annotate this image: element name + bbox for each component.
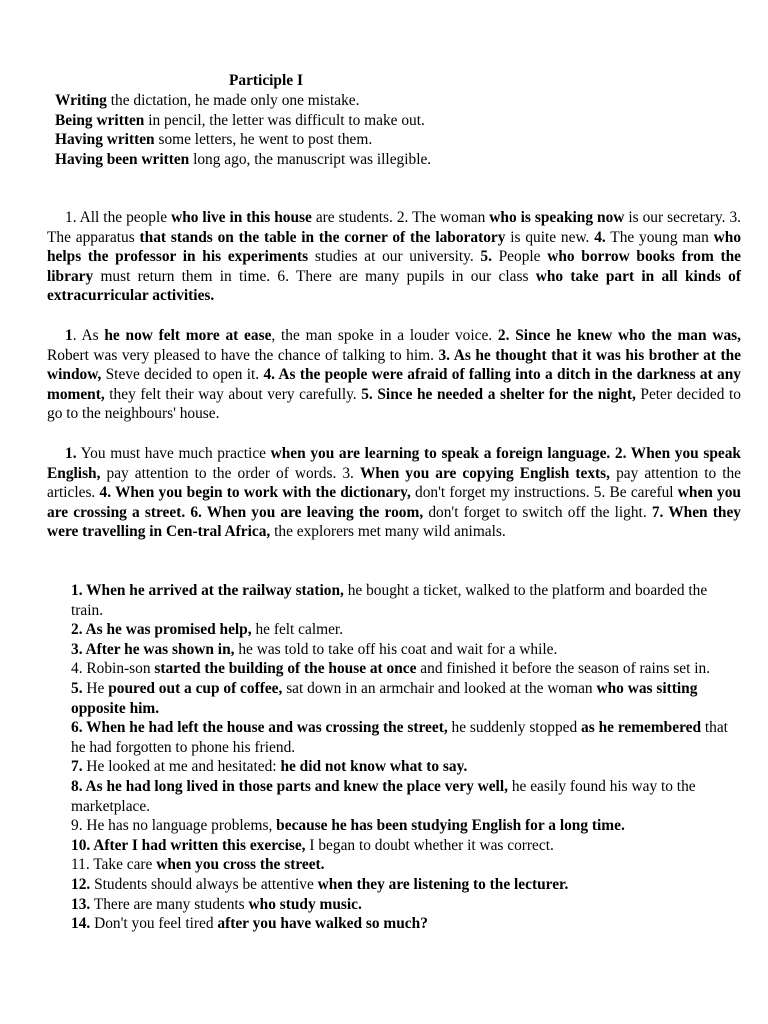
bold-phrase: when you are crossing a street. 6. When you are leaving the room, <box>47 484 741 521</box>
bold-phrase: he now felt more at ease <box>104 327 272 344</box>
bold-phrase: 5. <box>480 248 492 266</box>
list-item <box>71 836 736 856</box>
bold-phrase: that stands on the table in the corner of the laboratory <box>139 228 506 246</box>
list-item <box>71 640 736 660</box>
bold-phrase: 1 <box>65 327 73 344</box>
list-item <box>71 816 736 836</box>
text-run: he easily found his way to the marketplace. <box>71 777 696 815</box>
bold-phrase: as he remembered <box>581 719 702 737</box>
list-item <box>71 855 736 875</box>
bold-phrase: 10. After I had written this exercise, <box>71 836 306 854</box>
bold-phrase: 4. As the people were afraid of falling into a ditch in the darkness at any moment, <box>47 366 741 403</box>
list-item <box>71 777 736 816</box>
text-run: He <box>82 679 109 697</box>
bold-phrase: 2. As he was promised help, <box>71 621 252 639</box>
bold-phrase: who live in this house <box>171 209 312 226</box>
example-line <box>55 150 715 170</box>
bold-phrase: 1. When he arrived at the railway station, <box>71 582 344 599</box>
bold-phrase: he did not know what to say. <box>280 758 468 776</box>
bold-phrase: who borrow books from the library <box>47 248 741 285</box>
example-line <box>55 91 715 111</box>
text-run: the explorers met many wild animals. <box>270 523 506 541</box>
text-run: he bought a ticket, walked to the platform and boarded the train. <box>71 582 708 619</box>
list-item <box>71 659 736 679</box>
bold-phrase: who was sitting opposite him. <box>71 679 698 717</box>
bold-phrase: 5. Since he needed a shelter for the night, <box>361 385 636 403</box>
text-run: pay attention to the articles. <box>47 464 742 502</box>
bold-phrase: 2. Since he knew who the man was, <box>497 327 741 344</box>
list-item <box>71 718 736 757</box>
text-run: I began to doubt whether it was correct. <box>305 836 554 854</box>
text-run: Steve decided to open it. <box>101 366 264 384</box>
text-run: he suddenly stopped <box>447 719 582 737</box>
list-item <box>71 914 736 934</box>
example-text: in pencil, the letter was difficult to make out. <box>144 111 425 129</box>
list-item <box>71 581 736 620</box>
list-item <box>71 620 736 640</box>
example-form: Having written <box>55 131 155 149</box>
bold-phrase: who study music. <box>248 895 362 913</box>
examples-block <box>55 91 715 169</box>
text-run: studies at our university. <box>308 248 481 266</box>
text-run: don't forget my instructions. 5. Be careful <box>410 484 678 502</box>
bold-phrase: 13. <box>71 895 91 913</box>
text-run: pay attention to the order of words. 3. <box>100 464 360 482</box>
bold-phrase: when you are learning to speak a foreign language. 2. When you speak English, <box>47 445 741 482</box>
list-item <box>71 757 736 777</box>
example-line <box>55 130 715 150</box>
bold-phrase: 7. When they were travelling in Cen-tral Africa, <box>47 503 742 541</box>
text-run: sat down in an armchair and looked at the woman <box>282 679 597 697</box>
text-run: is our secretary. 3. The apparatus <box>47 209 741 246</box>
bold-phrase: who is speaking now <box>489 209 625 226</box>
text-run: The young man <box>605 228 714 246</box>
text-run: must return them in time. 6. There are many pupils in our class <box>93 267 536 285</box>
example-form: Writing <box>55 92 107 109</box>
exercise-paragraph-1 <box>47 208 741 306</box>
bold-phrase: When you are copying English texts, <box>359 464 611 482</box>
text-run: He looked at me and hesitated: <box>82 758 281 776</box>
bold-phrase: poured out a cup of coffee, <box>108 679 283 697</box>
text-run: You must have much practice <box>76 445 271 462</box>
bold-phrase: 5. <box>71 679 83 697</box>
list-item <box>71 875 736 895</box>
bold-phrase: because he has been studying English for a long time. <box>276 817 625 835</box>
bold-phrase: when they are listening to the lecturer. <box>317 875 569 893</box>
text-run: There are many students <box>90 895 249 913</box>
exercise-paragraph-2 <box>47 326 741 424</box>
text-run: he was told to take off his coat and wait for a while. <box>234 640 558 658</box>
example-text: long ago, the manuscript was illegible. <box>189 150 432 168</box>
text-run: and finished it before the season of rains set in. <box>416 660 711 678</box>
bold-phrase: 7. <box>71 758 83 776</box>
example-text: some letters, he went to post them. <box>154 131 373 149</box>
example-form: Having been written <box>55 150 190 168</box>
text-run: . As <box>72 327 105 344</box>
bold-phrase: who helps the professor in his experiments <box>47 228 742 266</box>
text-run: 11. Take care <box>71 856 157 874</box>
text-run: Peter decided to go to the neighbours' house. <box>47 385 741 423</box>
text-run: Don't you feel tired <box>90 915 218 933</box>
text-run: are students. 2. The woman <box>311 209 490 226</box>
text-run: People <box>491 248 548 266</box>
list-item <box>71 895 736 915</box>
bold-phrase: 3. After he was shown in, <box>71 640 235 658</box>
bold-phrase: when you cross the street. <box>156 856 325 874</box>
bold-phrase: started the building of the house at once <box>154 660 417 678</box>
text-run: don't forget to switch off the light. <box>423 503 652 521</box>
text-run: is quite new. <box>505 228 595 246</box>
bold-phrase: 6. When he had left the house and was crossing the street, <box>71 719 448 737</box>
text-run: they felt their way about very carefully. <box>104 385 362 403</box>
text-run: Robert was very pleased to have the chance of talking to him. <box>47 346 439 364</box>
exercise-list <box>71 581 736 934</box>
example-text: the dictation, he made only one mistake. <box>106 92 360 109</box>
text-run: he felt calmer. <box>251 621 344 639</box>
text-run: that he had forgotten to phone his friend. <box>71 719 728 756</box>
text-run: , the man spoke in a louder voice. <box>271 327 498 344</box>
text-run: Students should always be attentive <box>90 875 318 893</box>
bold-phrase: 4. <box>594 228 606 246</box>
bold-phrase: after you have walked so much? <box>217 915 428 933</box>
exercise-paragraph-3 <box>47 444 741 542</box>
bold-phrase: who take part in all kinds of extracurricular activities. <box>47 267 741 305</box>
bold-phrase: 4. When you begin to work with the dictionary, <box>99 484 411 502</box>
example-form: Being written <box>55 111 145 129</box>
bold-phrase: 3. As he thought that it was his brother at the window, <box>47 346 741 384</box>
text-run: 4. Robin-son <box>71 660 155 678</box>
text-run: 1. All the people <box>65 209 172 226</box>
list-item <box>71 679 736 718</box>
page-title: Participle I <box>229 72 303 89</box>
bold-phrase: 14. <box>71 915 91 933</box>
bold-phrase: 12. <box>71 875 91 893</box>
text-run: 9. He has no language problems, <box>71 817 277 835</box>
bold-phrase: 1. <box>65 445 77 462</box>
bold-phrase: 8. As he had long lived in those parts and knew the place very well, <box>71 777 508 795</box>
example-line <box>55 111 715 131</box>
